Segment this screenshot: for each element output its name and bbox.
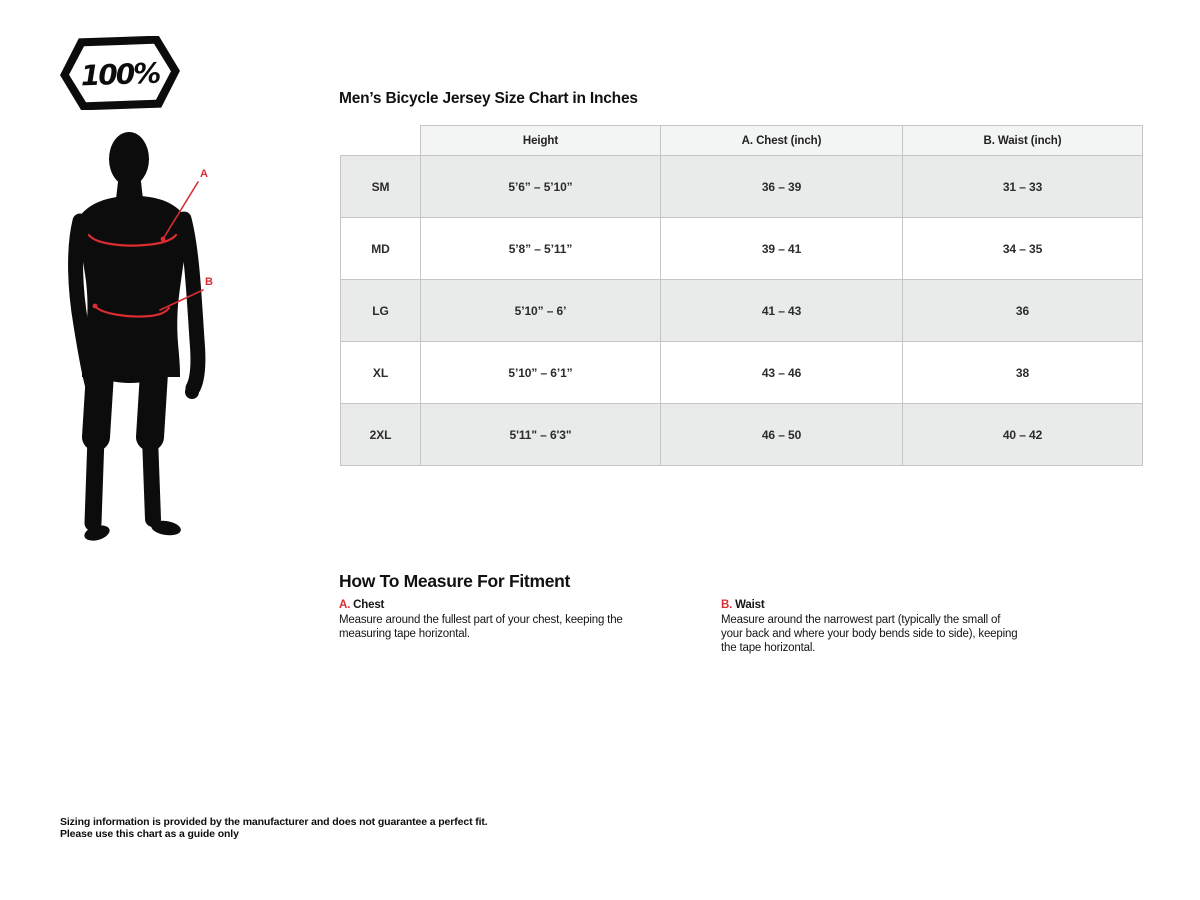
measure-chest-text: Measure around the fullest part of your chest, keeping the measuring tape horizontal. [339, 614, 623, 640]
size-label: XL [341, 342, 421, 404]
footer-disclaimer [60, 817, 488, 840]
man-silhouette [76, 132, 199, 543]
chest-cell: 43 – 46 [661, 342, 903, 404]
table-row [341, 342, 1143, 404]
chest-cell: 46 – 50 [661, 404, 903, 466]
waist-anchor-dot [93, 304, 98, 309]
waist-cell: 40 – 42 [903, 404, 1143, 466]
table-corner-cell [341, 126, 421, 156]
measure-waist-text: Measure around the narrowest part (typically the small of your back and where your body bends side to side), keeping the tape horizontal. [721, 614, 1018, 654]
measure-waist-name: Waist [735, 599, 765, 611]
height-cell: 5’10” – 6’1” [421, 342, 661, 404]
size-label: LG [341, 280, 421, 342]
chest-anchor-dot [161, 237, 166, 242]
height-cell: 5’6” – 5’10” [421, 156, 661, 218]
waist-cell: 36 [903, 280, 1143, 342]
table-row [341, 156, 1143, 218]
figure-label-a: A [200, 168, 208, 180]
column-header-waist: B. Waist (inch) [903, 126, 1143, 156]
table-row [341, 280, 1143, 342]
size-table [340, 125, 1143, 466]
body-measurement-figure [55, 125, 215, 555]
size-label: 2XL [341, 404, 421, 466]
measure-chest-title [339, 598, 647, 612]
howto-heading: How To Measure For Fitment [339, 571, 571, 591]
height-cell: 5'11" – 6'3" [421, 404, 661, 466]
size-label: MD [341, 218, 421, 280]
height-cell: 5’10” – 6’ [421, 280, 661, 342]
page-title: Men’s Bicycle Jersey Size Chart in Inches [339, 90, 638, 107]
chest-cell: 39 – 41 [661, 218, 903, 280]
footer-line2: Please use this chart as a guide only [60, 827, 239, 840]
waist-cell: 31 – 33 [903, 156, 1143, 218]
table-header-row [341, 126, 1143, 156]
height-cell: 5’8” – 5’11” [421, 218, 661, 280]
chest-cell: 41 – 43 [661, 280, 903, 342]
column-header-height: Height [421, 126, 661, 156]
table-row [341, 218, 1143, 280]
brand-logo [58, 36, 182, 110]
waist-cell: 38 [903, 342, 1143, 404]
footer-line1: Sizing information is provided by the manufacturer and does not guarantee a perfect fit. [60, 816, 488, 828]
column-header-chest: A. Chest (inch) [661, 126, 903, 156]
table-row [341, 404, 1143, 466]
measure-instruction-waist [721, 598, 1021, 655]
logo-text: 100% [80, 56, 160, 93]
size-label: SM [341, 156, 421, 218]
waist-cell: 34 – 35 [903, 218, 1143, 280]
chest-cell: 36 – 39 [661, 156, 903, 218]
measure-chest-key: A. [339, 599, 351, 611]
measure-waist-key: B. [721, 599, 733, 611]
measure-waist-title [721, 598, 1021, 612]
measure-instruction-chest [339, 598, 647, 641]
measure-chest-name: Chest [353, 599, 385, 611]
figure-label-b: B [205, 276, 213, 288]
